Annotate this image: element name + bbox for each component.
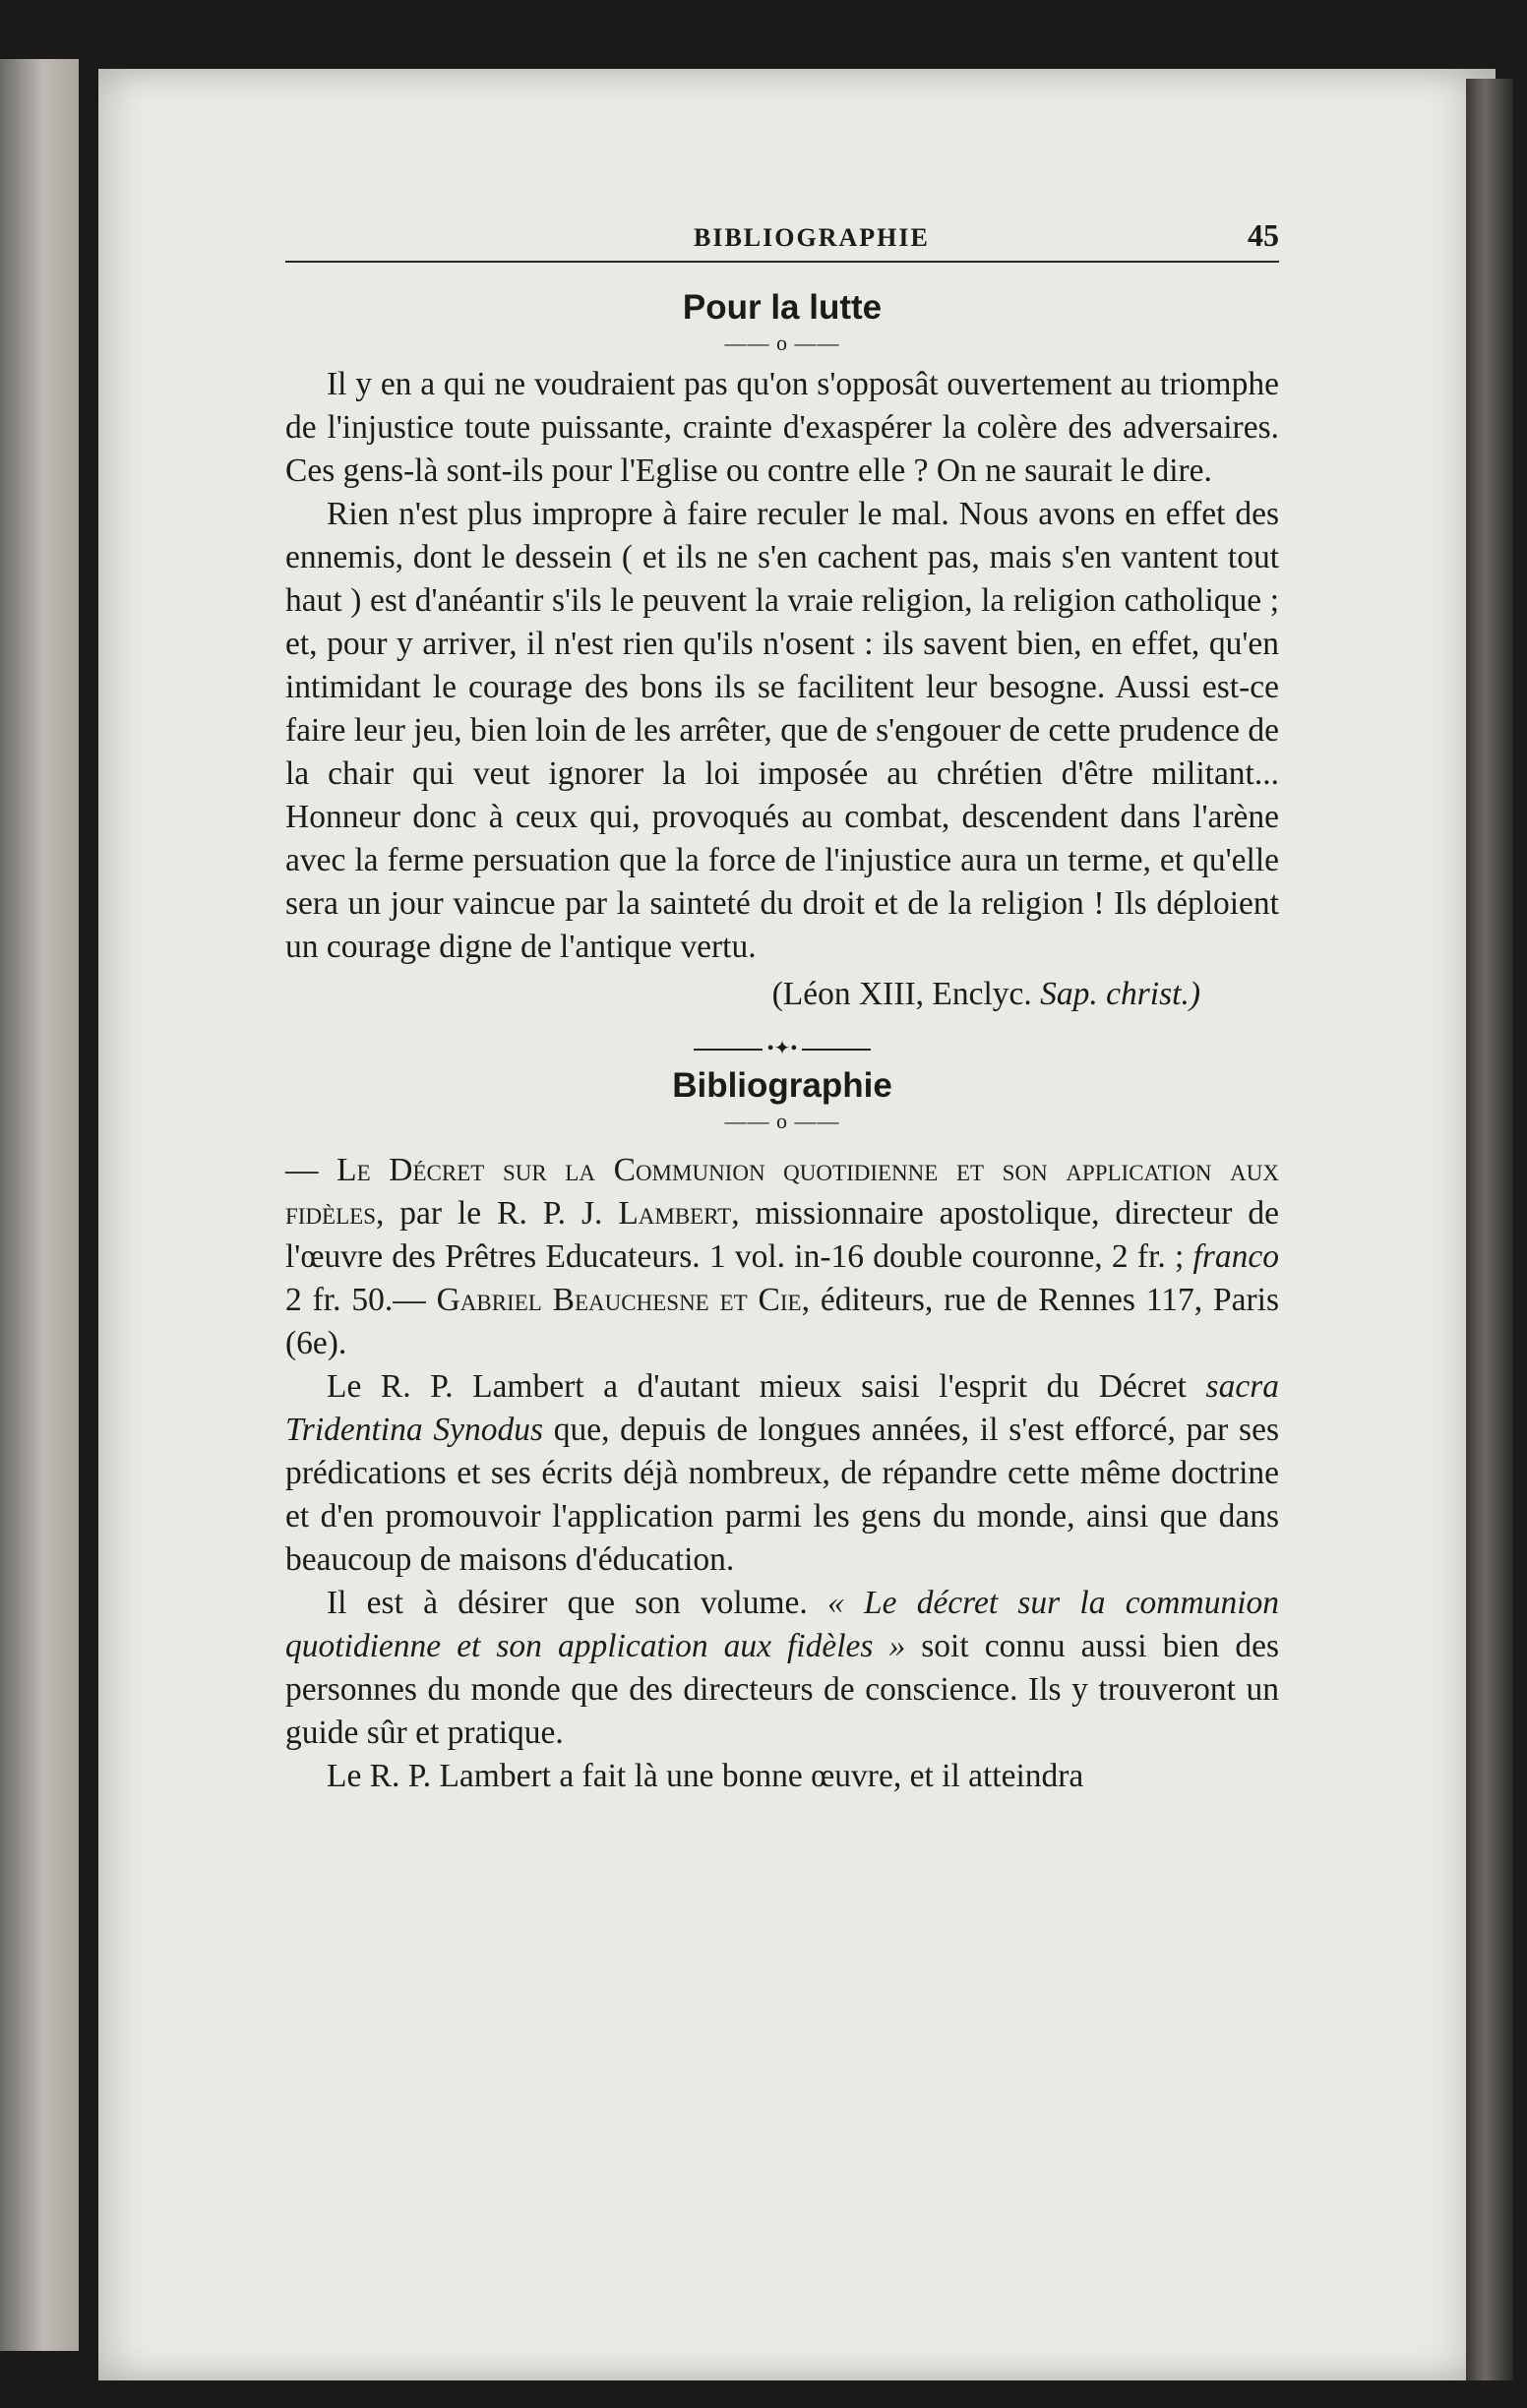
fleuron-divider bbox=[285, 1036, 1279, 1060]
review-paragraph-2 bbox=[285, 1582, 1279, 1755]
review-p1-italic: sacra Tridentina Synodus bbox=[285, 1368, 1279, 1448]
entry-price: 2 fr. 50.— bbox=[285, 1282, 437, 1318]
page-content bbox=[285, 211, 1279, 1798]
entry-address: , éditeurs, rue de Rennes 117, Paris (6e). bbox=[285, 1282, 1279, 1361]
page-stack-edge bbox=[1466, 79, 1513, 2380]
entry-dash: — bbox=[285, 1152, 337, 1188]
section-title-pour-la-lutte: Pour la lutte bbox=[682, 288, 883, 327]
publisher: Gabriel Beauchesne et Cie bbox=[436, 1282, 802, 1318]
citation bbox=[285, 973, 1279, 1016]
review-paragraph-3: Le R. P. Lambert a fait là une bonne œuvre, et il atteindra bbox=[327, 1758, 1084, 1794]
fleuron-rule-left bbox=[694, 1049, 763, 1051]
bibliography-entry bbox=[285, 1149, 1279, 1365]
citation-work: Sap. christ.) bbox=[1040, 976, 1200, 1012]
running-title: BIBLIOGRAPHIE bbox=[694, 223, 930, 252]
review-paragraph-1 bbox=[285, 1365, 1279, 1582]
fleuron-rule-right bbox=[802, 1049, 871, 1051]
review-p2-b: soit connu aussi bien des personnes du monde que des directeurs de conscience. Ils y trouveront un guide sûr et pratique. bbox=[285, 1628, 1279, 1751]
review-p1-b: que, depuis de longues années, il s'est efforcé, par ses prédications et ses écrits déjà nombreux, de répandre cette même doctrine et d'en promouvoir l'application parmi les gens du monde, ainsi que dans beaucoup de maisons d'éducation. bbox=[285, 1412, 1279, 1578]
entry-by: , par le bbox=[376, 1195, 498, 1232]
section-separator: —— o —— bbox=[724, 331, 840, 355]
section-title-bibliographie: Bibliographie bbox=[672, 1066, 892, 1105]
fleuron-ornament: •✦• bbox=[766, 1038, 798, 1059]
section-separator-2: —— o —— bbox=[724, 1109, 840, 1133]
review-p2-italic: « Le décret sur la communion quotidienne et son application aux fidèles » bbox=[285, 1585, 1280, 1664]
facing-page-edge bbox=[0, 59, 79, 2351]
entry-franco: franco bbox=[1192, 1238, 1279, 1275]
review-p2-a: Il est à désirer que son volume. bbox=[327, 1585, 827, 1621]
citation-prefix: (Léon XIII, Enclyc. bbox=[771, 976, 1041, 1012]
paragraph-2: Rien n'est plus impropre à faire reculer le mal. Nous avons en effet des ennemis, dont le dessein ( et ils ne s'en cachent pas, mais s'en vantent tout haut ) est d'anéantir s'ils le peuvent la vraie religion, la religion catholique ; et, pour y arriver, il n'est rien qu'ils n'osent : ils savent bien, en effet, qu'en intimidant le courage des bons ils se facilitent leur besogne. Aussi est-ce faire leur jeu, bien loin de les arrêter, que de s'engouer de cette prudence de la chair qui veut ignorer la loi imposée au chrétien d'être militant... Honneur donc à ceux qui, provoqués au combat, descendent dans l'arène avec la ferme persuation que la force de l'injustice aura un terme, et qu'elle sera un jour vaincue par la sainteté du droit et de la religion ! Ils déploient un courage digne de l'antique vertu. bbox=[285, 496, 1279, 965]
page-number: 45 bbox=[1248, 217, 1279, 253]
entry-details: , missionnaire apostolique, directeur de l'œuvre des Prêtres Educateurs. 1 vol. in-16 double couronne, 2 fr. ; bbox=[285, 1195, 1280, 1275]
paragraph-1: Il y en a qui ne voudraient pas qu'on s'opposât ouvertement au triomphe de l'injustice toute puissante, crainte d'exaspérer la colère des adversaires. Ces gens-là sont-ils pour l'Eglise ou contre elle ? On ne saurait le dire. bbox=[285, 366, 1279, 489]
book-author: R. P. J. Lambert bbox=[497, 1195, 732, 1232]
running-head bbox=[285, 211, 1279, 263]
review-p1-a: Le R. P. Lambert a d'autant mieux saisi l'esprit du Décret bbox=[327, 1368, 1206, 1405]
book-title: Le Décret sur la Communion quotidienne et son application aux fidèles bbox=[285, 1152, 1280, 1232]
